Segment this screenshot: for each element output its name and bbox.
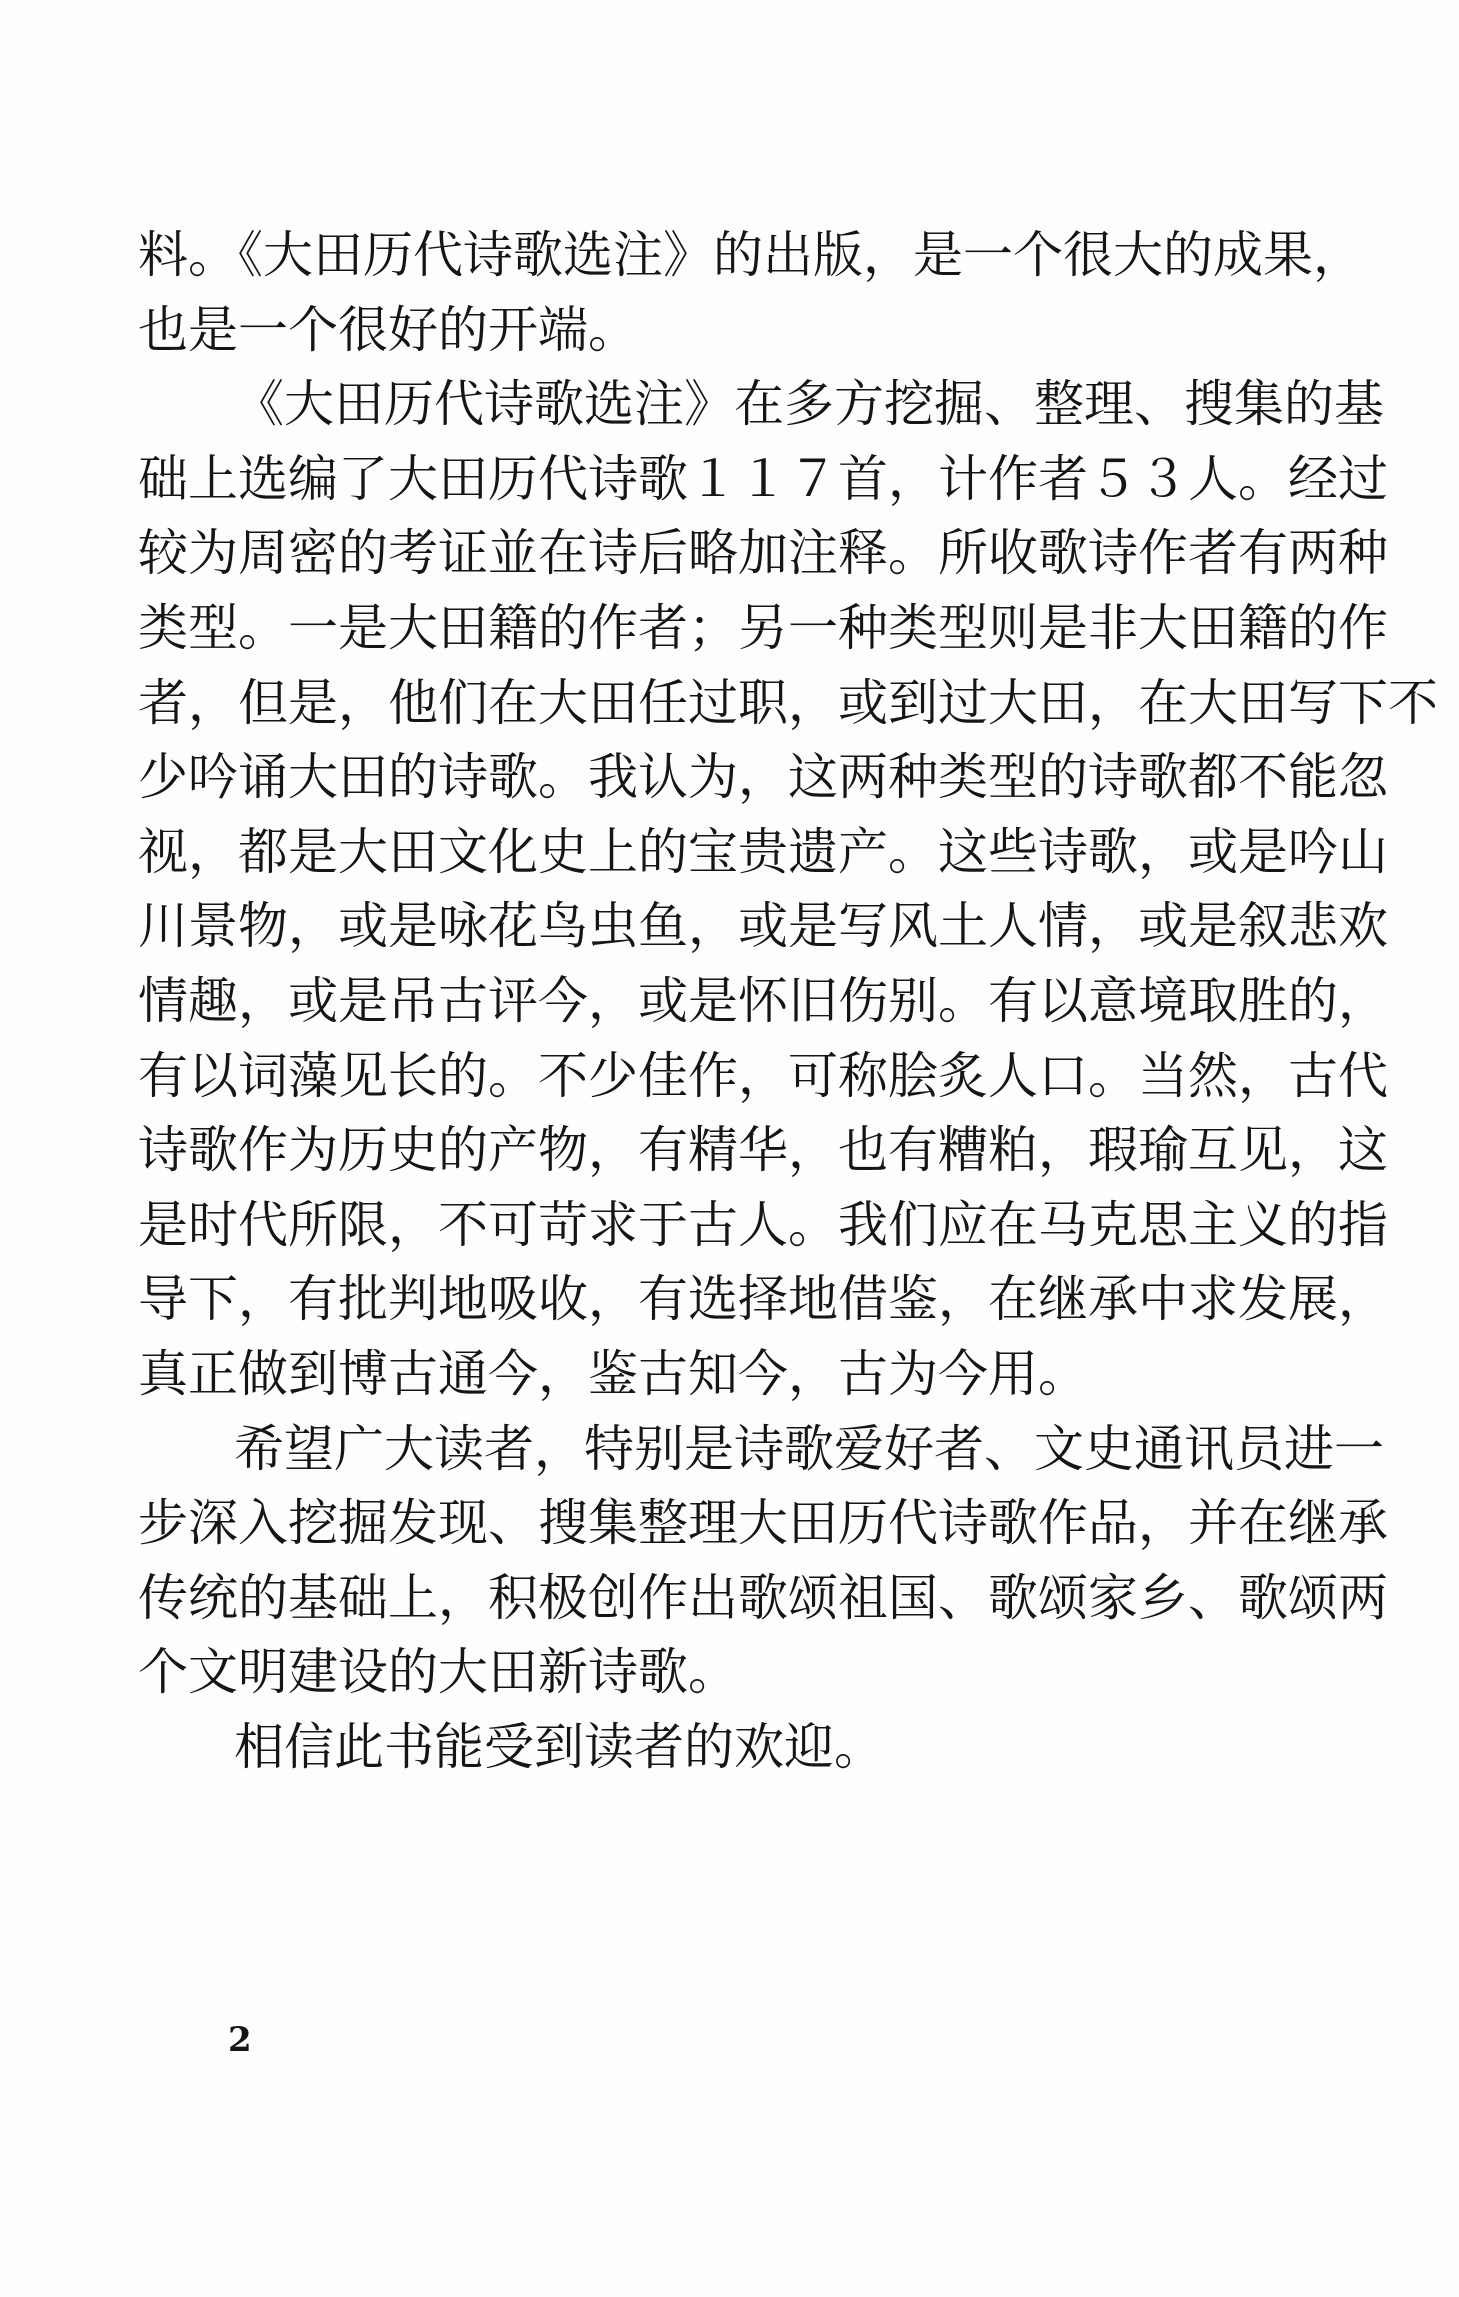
text-line: 传统的基础上，积极创作出歌颂祖国、歌颂家乡、歌颂两	[138, 1568, 1388, 1627]
text-line: 《大田历代诗歌选注》在多方挖掘、整理、搜集的基	[234, 375, 1384, 434]
text-line: 希望广大读者，特别是诗歌爱好者、文史通讯员进一	[234, 1419, 1384, 1478]
text-line: 情趣，或是吊古评今，或是怀旧伤别。有以意境取胜的，	[138, 971, 1388, 1030]
text-line: 相信此书能受到读者的欢迎。	[234, 1717, 884, 1776]
text-line: 较为周密的考证並在诗后略加注释。所收歌诗作者有两种	[138, 524, 1388, 583]
body-text	[138, 218, 1438, 1784]
text-line: 者，但是，他们在大田任过职，或到过大田，在大田写下不	[138, 673, 1438, 732]
text-line: 川景物，或是咏花鸟虫鱼，或是写风土人情，或是叙悲欢	[138, 897, 1388, 956]
text-line: 础上选编了大田历代诗歌１１７首，计作者５３人。经过	[138, 449, 1388, 508]
text-line: 料。《大田历代诗歌选注》的出版，是一个很大的成果，	[138, 226, 1363, 284]
text-line: 诗歌作为历史的产物，有精华，也有糟粕，瑕瑜互见，这	[138, 1121, 1388, 1180]
text-line: 类型。一是大田籍的作者；另一种类型则是非大田籍的作	[138, 598, 1388, 657]
text-line: 导下，有批判地吸收，有选择地借鉴，在继承中求发展，	[138, 1270, 1388, 1329]
text-line: 个文明建设的大田新诗歌。	[138, 1643, 738, 1702]
text-line: 是时代所限，不可苛求于古人。我们应在马克思主义的指	[138, 1195, 1388, 1254]
text-line: 少吟诵大田的诗歌。我认为，这两种类型的诗歌都不能忽	[138, 748, 1388, 807]
text-line: 步深入挖掘发现、搜集整理大田历代诗歌作品，并在继承	[138, 1494, 1388, 1553]
text-line: 也是一个很好的开端。	[138, 300, 638, 359]
text-line: 有以词藻见长的。不少佳作，可称脍炙人口。当然，古代	[138, 1046, 1388, 1105]
page-number: 2	[228, 2020, 252, 2060]
text-line: 真正做到博古通今，鉴古知今，古为今用。	[138, 1344, 1088, 1403]
text-line: 视，都是大田文化史上的宝贵遗产。这些诗歌，或是吟山	[138, 822, 1388, 881]
